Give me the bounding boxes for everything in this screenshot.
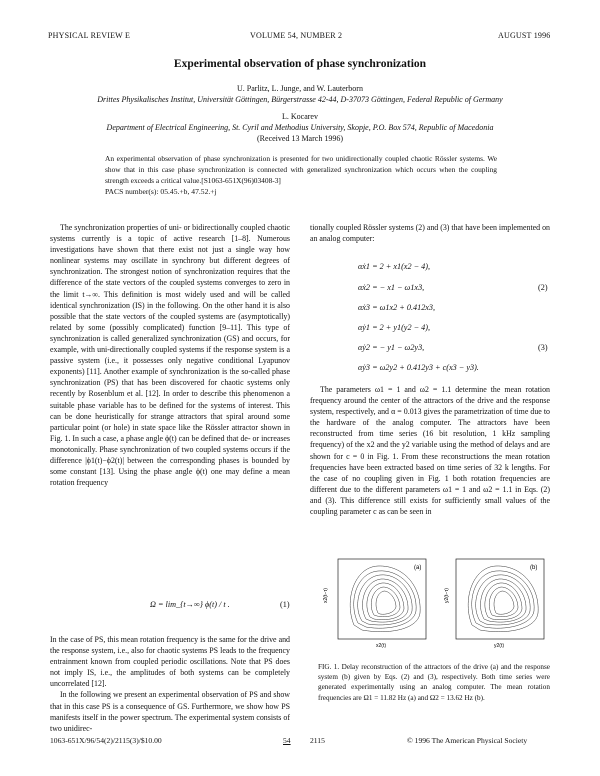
issue-date: AUGUST 1996 [498,31,551,40]
paper-title: Experimental observation of phase synchronization [173,58,427,70]
equation-2b: αẋ2 = − x1 − ω1x3, [358,283,425,292]
equation-3-number: (3) [538,343,548,352]
abstract: An experimental observation of phase synchronization is presented for two unidirectionally coupled chaotic Rössler systems. We show that in this case phase synchronization is connected with generalized synchronization which occurs when the coupling strength exceeds a critical value.[S1063-651X(96)03408-3] [105,154,497,185]
panel-a-x-label: x2(t) [376,643,386,649]
equation-2a: αẋ1 = 2 + x1(x2 − 4), [358,262,431,271]
equation-3c: αẏ3 = ω2y2 + 0.412y3 + c(x3 − y3). [358,363,479,372]
panel-b-y-label: y2(t−τ) [444,588,450,603]
panel-a-y-label: x2(t−τ) [323,588,329,603]
figure-1-caption: FIG. 1. Delay reconstruction of the attractors of the drive (a) and the response system (b) given by Eqs. (2) and (3), respectively. Both time series were generated experimentally using an analog computer. The mean rotation frequencies are Ω1 = 11.82 Hz (a) and Ω2 = 13.62 Hz (b). [318,663,550,702]
equation-3b: αẏ2 = − y1 − ω2y3, [358,343,425,352]
experiment-paragraph: In the following we present an experimental observation of PS and show that in this case PS is a consequence of GS. Furthermore, we show how PS manifests itself in the power spectrum. The experimental system consists of two unidirec- [50,690,290,733]
authors-primary: U. Parlitz, L. Junge, and W. Lauterborn [237,84,363,93]
panel-a-label: (a) [414,565,422,571]
equation-2-number: (2) [538,283,548,292]
figure-panel-a [323,559,426,649]
pacs-numbers: PACS number(s): 05.45.+b, 47.52.+j [105,187,217,196]
ps-paragraph: In the case of PS, this mean rotation frequency is the same for the drive and the response system, i.e., also for chaotic systems PS leads to the frequency entrainment known from coupled periodic oscillations. Note that PS does not imply IS, i.e., the amplitudes of both systems can be completely uncorrelated [12]. [50,635,290,689]
panel-b-x-label: y2(t) [494,643,504,649]
figure-1 [318,553,550,653]
copyright: © 1996 The American Physical Society [407,736,528,745]
left-column [50,222,290,488]
volume-number: VOLUME 54, NUMBER 2 [250,31,343,40]
intro-paragraph: The synchronization properties of uni- or bidirectionally coupled chaotic systems currently is a topic of active research [1–8]. Numerous investigations have shown that there exist not just a single way how nonlinear systems may oscillate in synchrony but different degrees of synchronization. The strongest notion of synchronization requires that the difference of the state vectors of the coupled systems converges to zero in the limit t→∞. This definition is most widely used and will be called identical synchronization (IS) in the following. On the other hand it is also possible that the state vectors of the coupled systems are (asymptotically) related by some (possibly complicated) function [9–11]. This type of synchronization is called generalized synchronization (GS) and occurs, for example, with uni-directionally coupled systems if the response system is a passive system (i.e., it possesses only negative conditional Lyapunov exponents) [11]. Another example of synchronization is the so-called phase synchronization (PS) that has been discovered for chaotic systems only recently by Rosenblum et al. [12]. In order to describe this phenomenon a suitable phase variable has to be defined for the systems of interest. This can be done heuristically for strange attractors that spiral around some particular point (or hole) in state space like the Rössler attractor shown in Fig. 1. In such a case, a phase angle ϕ(t) can be defined that de- or increases monotonically. Phase synchronization of two coupled systems occurs if the difference |ϕ1(t)−ϕ2(t)| between the corresponding phases is bounded by some constant [13]. Using the phase angle ϕ(t) one may define a mean rotation frequency [50,223,290,488]
equation-1-number: (1) [280,600,290,609]
right-column-top [310,222,550,244]
affiliation-primary: Drittes Physikalisches Institut, Universität Göttingen, Bürgerstrasse 42-44, D-37073 Göttingen, Federal Republic of Germany [97,95,503,104]
affiliation-secondary: Department of Electrical Engineering, St. Cyril and Methodius University, Skopje, P.O. Box 574, Republic of Macedonia [106,123,494,132]
figure-panel-b [444,559,544,649]
equation-3a: αẏ1 = 2 + y1(y2 − 4), [358,323,431,332]
equation-2c: αẋ3 = ω1x2 + 0.412x3, [358,303,436,312]
page-number: 2115 [310,736,325,745]
right-column-body [310,384,550,517]
panel-b-label: (b) [530,565,538,571]
journal-name: PHYSICAL REVIEW E [48,31,131,40]
authors-secondary: L. Kocarev [282,112,318,121]
footer-code: 1063-651X/96/54(2)/2115(3)/$10.00 [50,736,162,745]
parameters-paragraph: The parameters ω1 = 1 and ω2 = 1.1 determine the mean rotation frequency around the center of the attractors of the drive and the response system, respectively, and α = 0.013 gives the parametrization of time due to the hardware of the analog computer. The attractors have been reconstructed from time series (16 bit resolution, 1 kHz sampling frequency) of the x2 and the y2 variable using the method of delays and are shown for c = 0 in Fig. 1. From these reconstructions the mean rotation frequencies have been extracted based on time series of 32 k lengths. For the case of no coupling given in Fig. 1 both rotation frequencies are different due to the different parameters ω1 = 1 and ω2 = 1.1 in Eqs. (2) and (3). This difference still exists for sufficiently small values of the coupling parameter c as can be seen in [310,385,550,517]
footer-volume: 54 [283,736,291,745]
equation-1: Ω = lim_{t→∞} ϕ(t) / t . [150,600,230,609]
received-date: (Received 13 March 1996) [257,134,343,143]
rossler-intro: tionally coupled Rössler systems (2) and (3) that have been implemented on an analog computer: [310,223,550,244]
left-column-lower [50,634,290,734]
